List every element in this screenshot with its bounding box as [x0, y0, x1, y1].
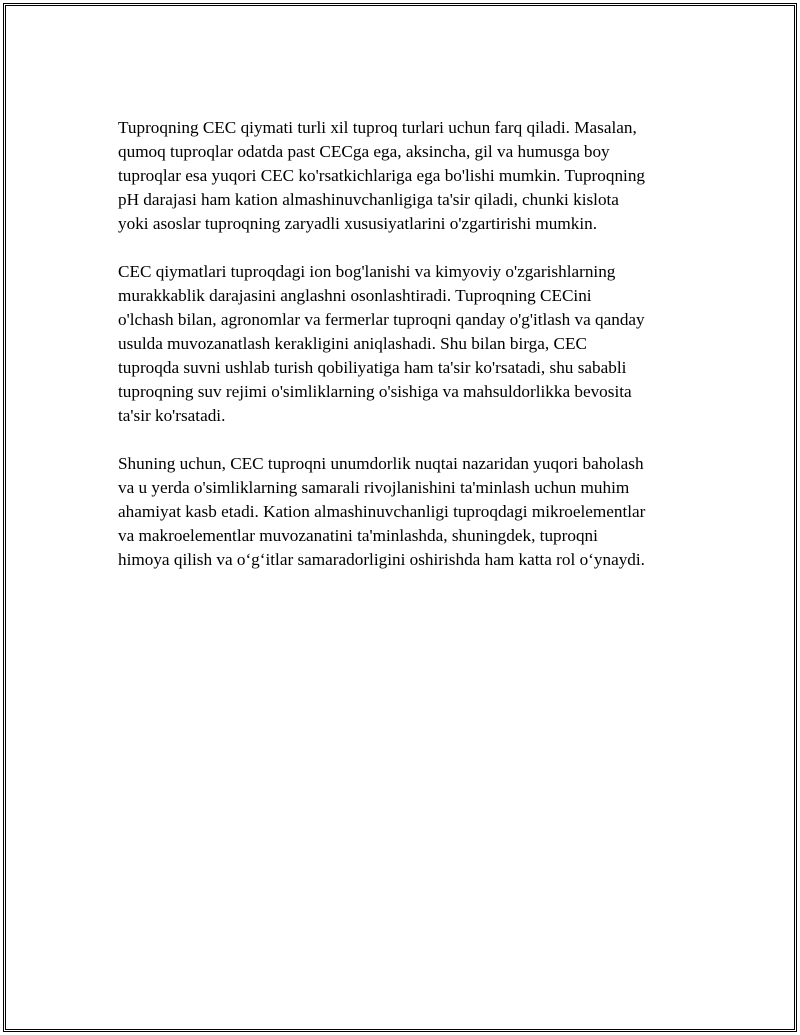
text-line: tuproqlar esa yuqori CEC ko'rsatkichlariga ega bo'lishi mumkin. Tuproqning — [118, 166, 646, 185]
text-line: murakkablik darajasini anglashni osonlashtiradi. Tuproqning CECini — [118, 286, 592, 305]
text-line: Shuning uchun, CEC tuproqni unumdorlik nuqtai nazaridan yuqori baholash — [118, 454, 644, 473]
paragraph-3 — [118, 452, 690, 572]
text-line: Tuproqning CEC qiymati turli xil tuproq turlari uchun farq qiladi. Masalan, — [118, 118, 637, 137]
paragraph-1 — [118, 116, 690, 236]
text-line: himoya qilish va o‘g‘itlar samaradorligini oshirishda ham katta rol o‘ynaydi. — [118, 550, 645, 569]
text-line: tuproqda suvni ushlab turish qobiliyatiga ham ta'sir ko'rsatadi, shu sababli — [118, 358, 627, 377]
text-line: usulda muvozanatlash kerakligini aniqlashadi. Shu bilan birga, CEC — [118, 334, 587, 353]
text-line: ta'sir ko'rsatadi. — [118, 406, 226, 425]
document-body — [118, 116, 690, 596]
text-line: ahamiyat kasb etadi. Kation almashinuvchanligi tuproqdagi mikroelementlar — [118, 502, 646, 521]
text-line: o'lchash bilan, agronomlar va fermerlar tuproqni qanday o'g'itlash va qanday — [118, 310, 645, 329]
text-line: CEC qiymatlari tuproqdagi ion bog'lanishi va kimyoviy o'zgarishlarning — [118, 262, 616, 281]
text-line: qumoq tuproqlar odatda past CECga ega, aksincha, gil va humusga boy — [118, 142, 610, 161]
text-line: va u yerda o'simliklarning samarali rivojlanishini ta'minlash uchun muhim — [118, 478, 630, 497]
paragraph-2 — [118, 260, 690, 428]
text-line: yoki asoslar tuproqning zaryadli xususiyatlarini o'zgartirishi mumkin. — [118, 214, 598, 233]
text-line: pH darajasi ham kation almashinuvchanligiga ta'sir qiladi, chunki kislota — [118, 190, 619, 209]
text-line: tuproqning suv rejimi o'simliklarning o'sishiga va mahsuldorlikka bevosita — [118, 382, 632, 401]
text-line: va makroelementlar muvozanatini ta'minlashda, shuningdek, tuproqni — [118, 526, 598, 545]
